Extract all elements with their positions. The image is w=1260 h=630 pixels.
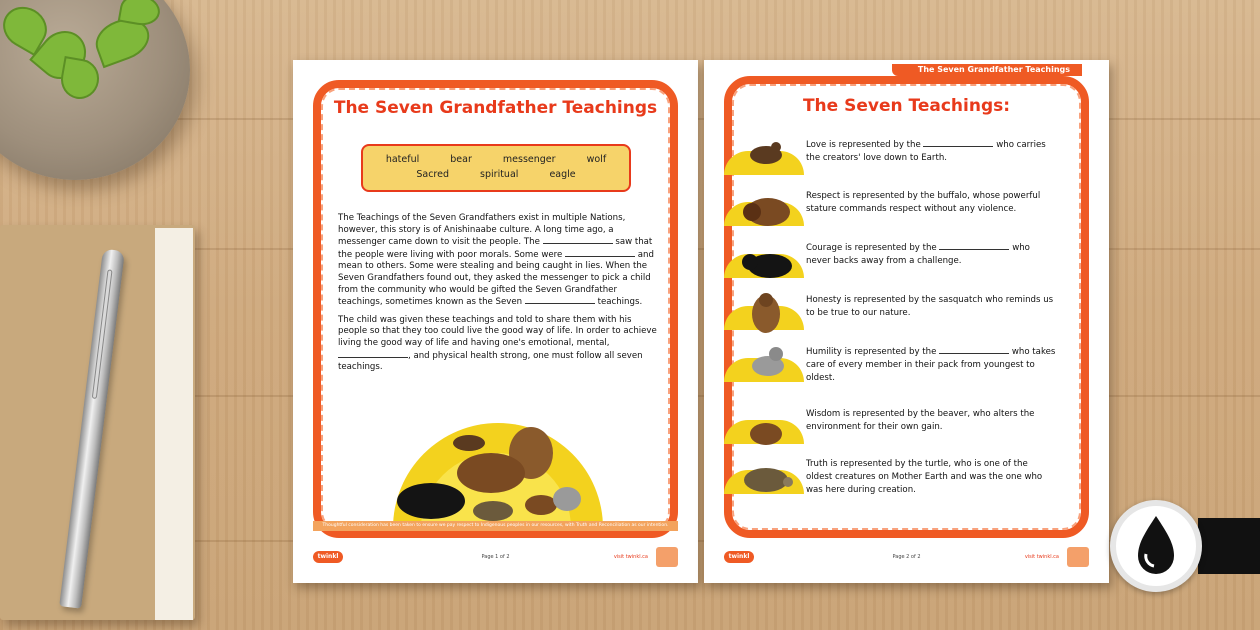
ink-button-tab[interactable] — [1198, 518, 1260, 574]
notebook-pages — [155, 228, 193, 620]
bear-illustration — [397, 483, 465, 519]
animals-illustration — [381, 423, 611, 523]
sasquatch-icon — [748, 292, 784, 334]
word-bank-word: messenger — [502, 154, 556, 165]
story-paragraph — [338, 213, 658, 309]
teaching-text — [806, 242, 1056, 268]
teaching-text: Respect is represented by the buffalo, whose powerful stature commands respect without any violence. — [806, 191, 1041, 214]
teaching-text: Wisdom is represented by the beaver, who alters the environment for their own gain. — [806, 409, 1035, 432]
story-text-segment: The child was given these teachings and told to share them with his people so that they too could live the good way of life. In order to achieve living the good way of life and having one's emotional, mental, — [338, 314, 657, 348]
story-text-segment: teachings. — [597, 297, 643, 308]
respect-banner: Thoughtful consideration has been taken to ensure we pay respect to Indigenous peoples in our resources, with Truth and Reconciliation as our intention. — [313, 521, 678, 531]
beaver-icon — [746, 414, 786, 448]
buffalo-icon — [742, 192, 792, 230]
ink-drop-button[interactable] — [1110, 500, 1202, 592]
fill-in-blank[interactable] — [338, 350, 408, 358]
word-bank-word: spiritual — [480, 169, 519, 180]
teaching-row-humility — [724, 344, 1054, 386]
page-number: Page 1 of 2 — [481, 554, 510, 560]
fill-in-blank[interactable] — [565, 249, 635, 257]
teaching-row-honesty — [724, 292, 1054, 334]
teaching-text: Honesty is represented by the sasquatch who reminds us to be true to our nature. — [806, 295, 1054, 318]
wolf-icon — [746, 344, 788, 386]
teaching-row-courage — [724, 240, 1054, 282]
turtle-icon — [738, 462, 794, 496]
teaching-text-start: Courage is represented by the — [806, 243, 937, 253]
word-bank — [361, 144, 631, 192]
word-bank-word: hateful — [385, 154, 420, 165]
fill-in-blank[interactable] — [525, 296, 595, 304]
eagle-icon — [746, 137, 786, 177]
fill-in-blank[interactable] — [923, 139, 993, 147]
page-footer — [313, 547, 678, 567]
story-text-segment: The Teachings of the Seven Grandfathers exist in multiple Nations, however, this story is of Anishinaabe culture. A long time ago, a messenger came down to visit the people. The — [338, 213, 626, 248]
fill-in-blank[interactable] — [543, 236, 613, 244]
twinkl-logo: twinkl — [724, 551, 754, 563]
teaching-row-wisdom — [724, 406, 1054, 448]
story-text-segment: and mean to others. Some were stealing and being caught in lies. When the Seven Grandfathers found out, they asked the messenger to pick a child from the community who would be gifted the Seven Grandfather teachings, sometimes known as the Seven — [338, 249, 654, 308]
ink-drop-icon — [1116, 506, 1196, 586]
word-bank-word: wolf — [586, 154, 607, 165]
visit-link[interactable]: visit twinkl.ca — [1024, 554, 1059, 560]
fill-in-blank[interactable] — [939, 242, 1009, 250]
teaching-text — [806, 346, 1056, 385]
bear-icon — [740, 246, 794, 282]
buffalo-illustration — [457, 453, 525, 493]
teaching-text-start: Humility is represented by the — [806, 347, 937, 357]
worksheet-page-2 — [704, 60, 1109, 583]
page-title: The Seven Grandfather Teachings — [333, 98, 658, 118]
teaching-text-end: who never backs away from a challenge. — [806, 243, 1030, 266]
page-header-strip: The Seven Grandfather Teachings — [892, 64, 1082, 76]
visit-link[interactable]: visit twinkl.ca — [613, 554, 648, 560]
badge-icon — [656, 547, 678, 567]
twinkl-logo: twinkl — [313, 551, 343, 563]
word-bank-word: Sacred — [416, 169, 450, 180]
wolf-illustration — [553, 487, 581, 511]
teaching-text-end: who carries the creators' love down to Earth. — [806, 140, 1046, 163]
worksheet-page-1 — [293, 60, 698, 583]
beaver-illustration — [525, 495, 557, 515]
fill-in-blank[interactable] — [939, 346, 1009, 354]
teaching-row-truth — [724, 456, 1054, 498]
teaching-text-end: who takes care of every member in their pack from youngest to oldest. — [806, 347, 1056, 383]
turtle-illustration — [473, 501, 513, 521]
animal-group-illustration — [381, 423, 611, 523]
eagle-illustration — [453, 435, 485, 451]
badge-icon — [1067, 547, 1089, 567]
word-bank-word: bear — [450, 154, 472, 165]
story-text — [338, 213, 658, 380]
story-text-segment: saw that the people were living with poor morals. Some were — [338, 237, 653, 260]
teaching-text-start: Love is represented by the — [806, 140, 921, 150]
page-frame — [313, 80, 678, 538]
teaching-text: Truth is represented by the turtle, who is one of the oldest creatures on Mother Earth and was the one who was here during creation. — [806, 459, 1043, 495]
page-footer — [724, 547, 1089, 567]
word-bank-word: eagle — [549, 169, 576, 180]
story-text-segment: , and physical health strong, one must follow all seven teachings. — [338, 350, 643, 373]
story-paragraph — [338, 315, 658, 374]
teaching-text — [806, 139, 1056, 165]
page-number: Page 2 of 2 — [892, 554, 921, 560]
page-title: The Seven Teachings: — [802, 96, 1011, 116]
teaching-row-respect — [724, 188, 1054, 230]
teaching-row-love — [724, 137, 1054, 179]
